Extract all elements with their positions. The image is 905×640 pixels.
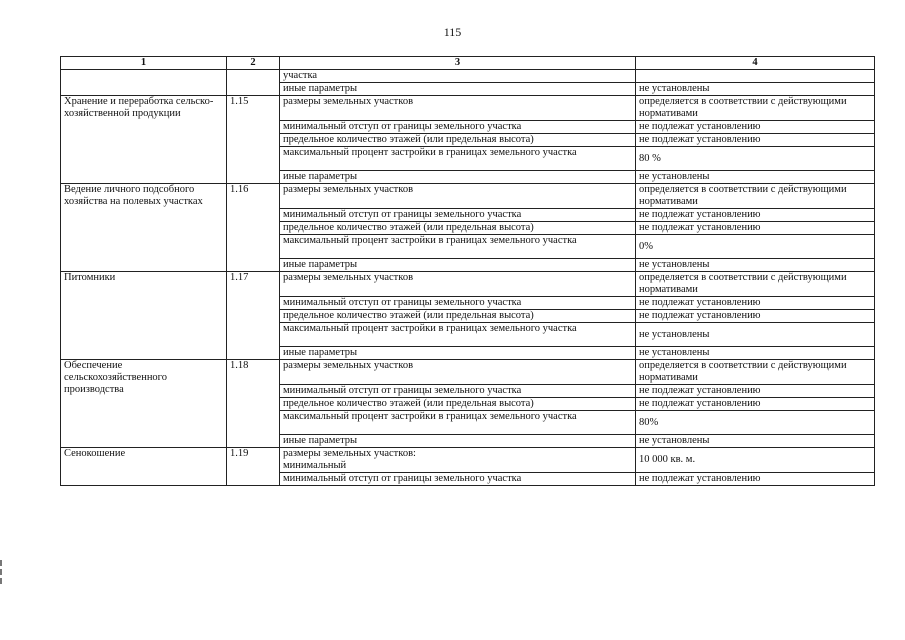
use-name-cell: [61, 70, 227, 96]
param-cell: иные параметры: [280, 347, 636, 360]
param-cell: предельное количество этажей (или предельная высота): [280, 222, 636, 235]
scan-edge-mark: [0, 560, 6, 584]
table-row: [61, 184, 875, 209]
header-col-2: 2: [227, 57, 280, 70]
value-cell: не подлежат установлению: [636, 121, 875, 134]
value-cell: определяется в соответствии с действующими нормативами: [636, 96, 875, 121]
table-row: [61, 360, 875, 385]
header-col-4: 4: [636, 57, 875, 70]
param-cell: предельное количество этажей (или предельная высота): [280, 398, 636, 411]
param-cell: минимальный отступ от границы земельного участка: [280, 473, 636, 486]
use-name-cell: Ведение личного подсобного хозяйства на полевых участках: [61, 184, 227, 272]
value-cell: определяется в соответствии с действующими нормативами: [636, 184, 875, 209]
value-cell: не подлежат установлению: [636, 310, 875, 323]
land-use-parameters-table: [60, 56, 875, 486]
param-cell: максимальный процент застройки в границах земельного участка: [280, 147, 636, 171]
param-cell: минимальный отступ от границы земельного участка: [280, 385, 636, 398]
param-cell: размеры земельных участков: [280, 96, 636, 121]
use-name-cell: Обеспечение сельскохозяйственного производства: [61, 360, 227, 448]
header-row: [61, 57, 875, 70]
param-cell: размеры земельных участков: [280, 360, 636, 385]
value-cell: не установлены: [636, 435, 875, 448]
param-cell: минимальный отступ от границы земельного участка: [280, 297, 636, 310]
param-cell: предельное количество этажей (или предельная высота): [280, 310, 636, 323]
table-row: [61, 272, 875, 297]
value-cell: не установлены: [636, 171, 875, 184]
value-cell: не установлены: [636, 347, 875, 360]
param-cell: минимальный отступ от границы земельного участка: [280, 209, 636, 222]
param-cell: иные параметры: [280, 435, 636, 448]
use-code-cell: 1.18: [227, 360, 280, 448]
use-code-cell: [227, 70, 280, 96]
param-cell: предельное количество этажей (или предельная высота): [280, 134, 636, 147]
value-cell: не подлежат установлению: [636, 222, 875, 235]
value-cell: 0%: [636, 235, 875, 259]
param-cell: размеры земельных участков: минимальный: [280, 448, 636, 473]
value-cell: не подлежат установлению: [636, 297, 875, 310]
value-cell: не подлежат установлению: [636, 473, 875, 486]
value-cell: не подлежат установлению: [636, 209, 875, 222]
param-cell: иные параметры: [280, 83, 636, 96]
header-col-1: 1: [61, 57, 227, 70]
param-cell: размеры земельных участков: [280, 272, 636, 297]
param-cell: размеры земельных участков: [280, 184, 636, 209]
value-cell: не установлены: [636, 323, 875, 347]
value-cell: не подлежат установлению: [636, 134, 875, 147]
table-row: [61, 448, 875, 473]
value-cell: 10 000 кв. м.: [636, 448, 875, 473]
value-cell: не подлежат установлению: [636, 398, 875, 411]
param-cell: участка: [280, 70, 636, 83]
param-cell: максимальный процент застройки в границах земельного участка: [280, 323, 636, 347]
value-cell: определяется в соответствии с действующими нормативами: [636, 360, 875, 385]
table-row: [61, 96, 875, 121]
param-cell: максимальный процент застройки в границах земельного участка: [280, 235, 636, 259]
value-cell: не подлежат установлению: [636, 385, 875, 398]
param-cell: максимальный процент застройки в границах земельного участка: [280, 411, 636, 435]
value-cell: не установлены: [636, 259, 875, 272]
use-code-cell: 1.17: [227, 272, 280, 360]
header-col-3: 3: [280, 57, 636, 70]
param-cell: иные параметры: [280, 259, 636, 272]
value-cell: [636, 70, 875, 83]
table-row: [61, 70, 875, 83]
use-name-cell: Хранение и переработка сельско-хозяйственной продукции: [61, 96, 227, 184]
value-cell: определяется в соответствии с действующими нормативами: [636, 272, 875, 297]
param-cell: иные параметры: [280, 171, 636, 184]
use-code-cell: 1.16: [227, 184, 280, 272]
use-name-cell: Питомники: [61, 272, 227, 360]
value-cell: 80%: [636, 411, 875, 435]
param-cell: минимальный отступ от границы земельного участка: [280, 121, 636, 134]
value-cell: не установлены: [636, 83, 875, 96]
value-cell: 80 %: [636, 147, 875, 171]
use-name-cell: Сенокошение: [61, 448, 227, 486]
page-number: 115: [443, 25, 462, 39]
use-code-cell: 1.15: [227, 96, 280, 184]
use-code-cell: 1.19: [227, 448, 280, 486]
